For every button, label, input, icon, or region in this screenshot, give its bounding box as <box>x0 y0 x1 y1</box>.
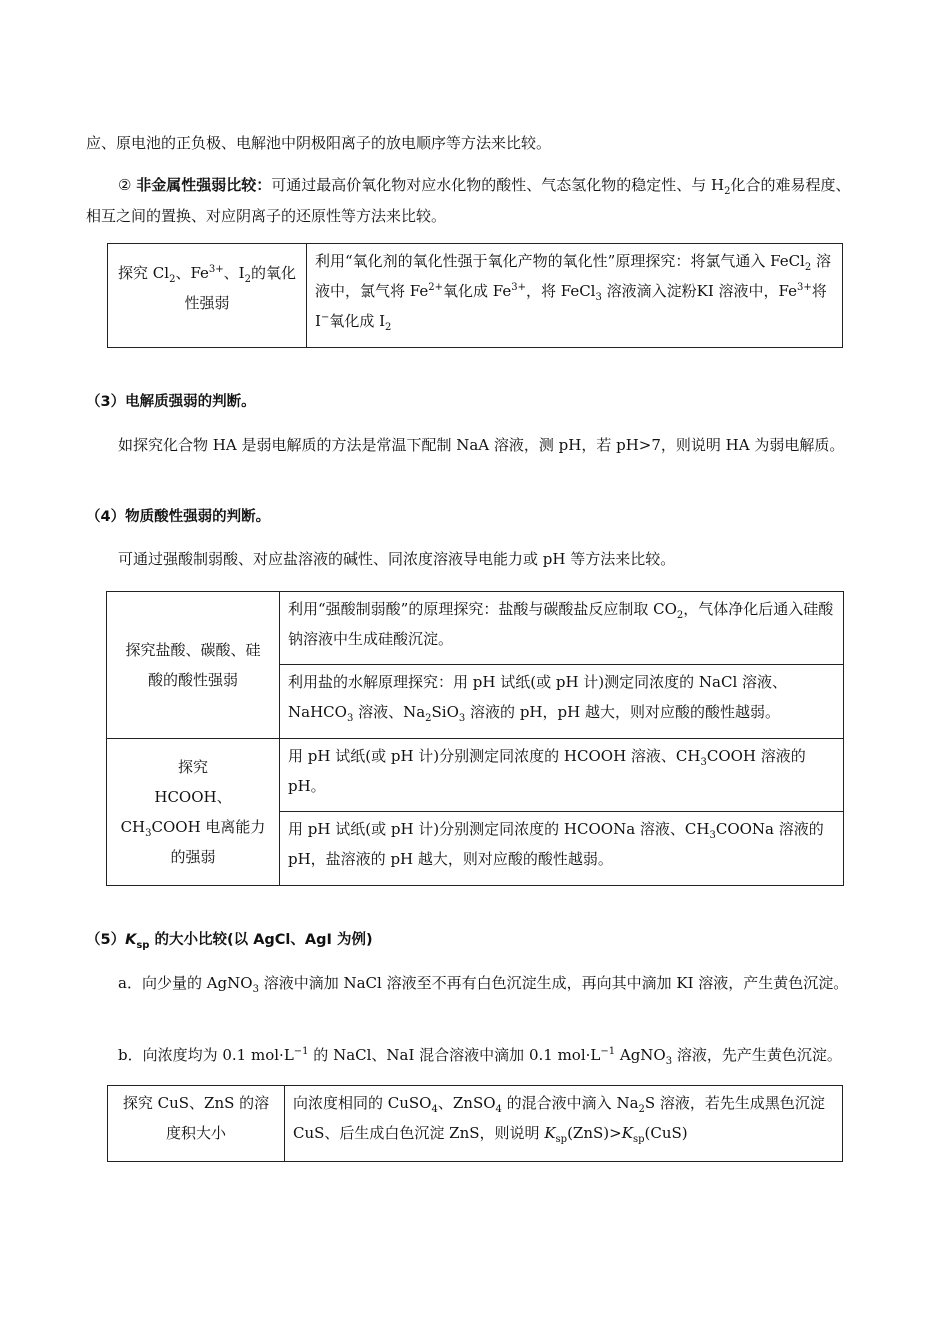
table1-right-cell: 利用“氧化剂的氧化性强于氧化产物的氧化性”原理探究：将氯气通入 FeCl$_2$ 溶液中，氯气将 $Fe^{2+}$氧化成 $Fe^{3+}$，将 FeCl$_3$ 溶液滴入淀粉KI 溶液中，$Fe^{3+}$将 I−氧化成 $I_2$ <box>307 244 843 348</box>
nonmetal-label: 非金属性强弱比较： <box>136 176 272 194</box>
table-ksp <box>107 1085 843 1162</box>
section-3-heading: （3）电解质强弱的判断。 <box>86 394 256 410</box>
table1-left-cell: 探究 $Cl_2$、$Fe^{3+}$、$I_2$的氧化性强弱 <box>108 244 307 348</box>
section-5-item-a: a．向少量的 AgNO$_3$ 溶液中滴加 NaCl 溶液至不再有白色沉淀生成，再向其中滴加 KI 溶液，产生黄色沉淀。 <box>118 974 849 995</box>
table2-row1-left: 探究盐酸、碳酸、硅酸的酸性强弱 <box>107 592 280 739</box>
section-3-body: 如探究化合物 HA 是弱电解质的方法是常温下配制 NaA 溶液，测 pH，若 pH>7，则说明 HA 为弱电解质。 <box>118 436 845 454</box>
section-5-item-b: b．向浓度均为 0.1 $mol\cdot L^{-1}$ 的 NaCl、NaI 混合溶液中滴加 0.1 $mol\cdot L^{-1}$ AgNO$_3$ 溶液，先产生黄色沉淀。 <box>118 1046 842 1067</box>
section-5-heading: $(5)K_{sp}$ 的大小比较(以 AgCl、AgI 为例) <box>86 932 373 951</box>
nonmetal-paragraph: ② 非金属性强弱比较：可通过最高价氧化物对应水化物的酸性、气态氢化物的稳定性、与 $H_2$化合的难易程度、相互之间的置换、对应阴离子的还原性等方法来比较。 <box>86 176 851 225</box>
table3-left-cell: 探究 CuS、ZnS 的溶度积大小 <box>108 1086 285 1162</box>
table2-row2b: 用 pH 试纸(或 pH 计)分别测定同浓度的 HCOONa 溶液、$CH_3COONa$ 溶液的 pH，盐溶液的 pH 越大，则对应酸的酸性越弱。 <box>280 812 844 886</box>
table2-row2a: 用 pH 试纸(或 pH 计)分别测定同浓度的 HCOOH 溶液、$CH_3COOH$ 溶液的 pH。 <box>280 739 844 812</box>
table2-row2-left: 探究 HCOOH、$CH_3COOH$ 电离能力的强弱 <box>107 739 280 886</box>
section-4-heading: （4）物质酸性强弱的判断。 <box>86 509 271 525</box>
table-acid-strength <box>106 591 844 886</box>
section-4-body: 可通过强酸制弱酸、对应盐溶液的碱性、同浓度溶液导电能力或 pH 等方法来比较。 <box>118 550 676 568</box>
paragraph-continuation: 应、原电池的正负极、电解池中阴极阳离子的放电顺序等方法来比较。 <box>86 134 552 152</box>
table2-row1b: 利用盐的水解原理探究：用 pH 试纸(或 pH 计)测定同浓度的 NaCl 溶液、NaHCO$_3$ 溶液、$Na_2SiO_3$ 溶液的 pH，pH 越大，则对应酸的酸性越弱。 <box>280 665 844 739</box>
table3-right-cell: 向浓度相同的 CuSO$_4$、ZnSO$_4$ 的混合液中滴入 $Na_2S$ 溶液，若先生成黑色沉淀 CuS、后生成白色沉淀 ZnS，则说明 $K_{sp}(ZnS)>K_{sp}(CuS)$ <box>285 1086 843 1162</box>
table-oxidizing-strength <box>107 243 843 348</box>
table2-row1a: 利用“强酸制弱酸”的原理探究：盐酸与碳酸盐反应制取 $CO_2$，气体净化后通入硅酸钠溶液中生成硅酸沉淀。 <box>280 592 844 665</box>
